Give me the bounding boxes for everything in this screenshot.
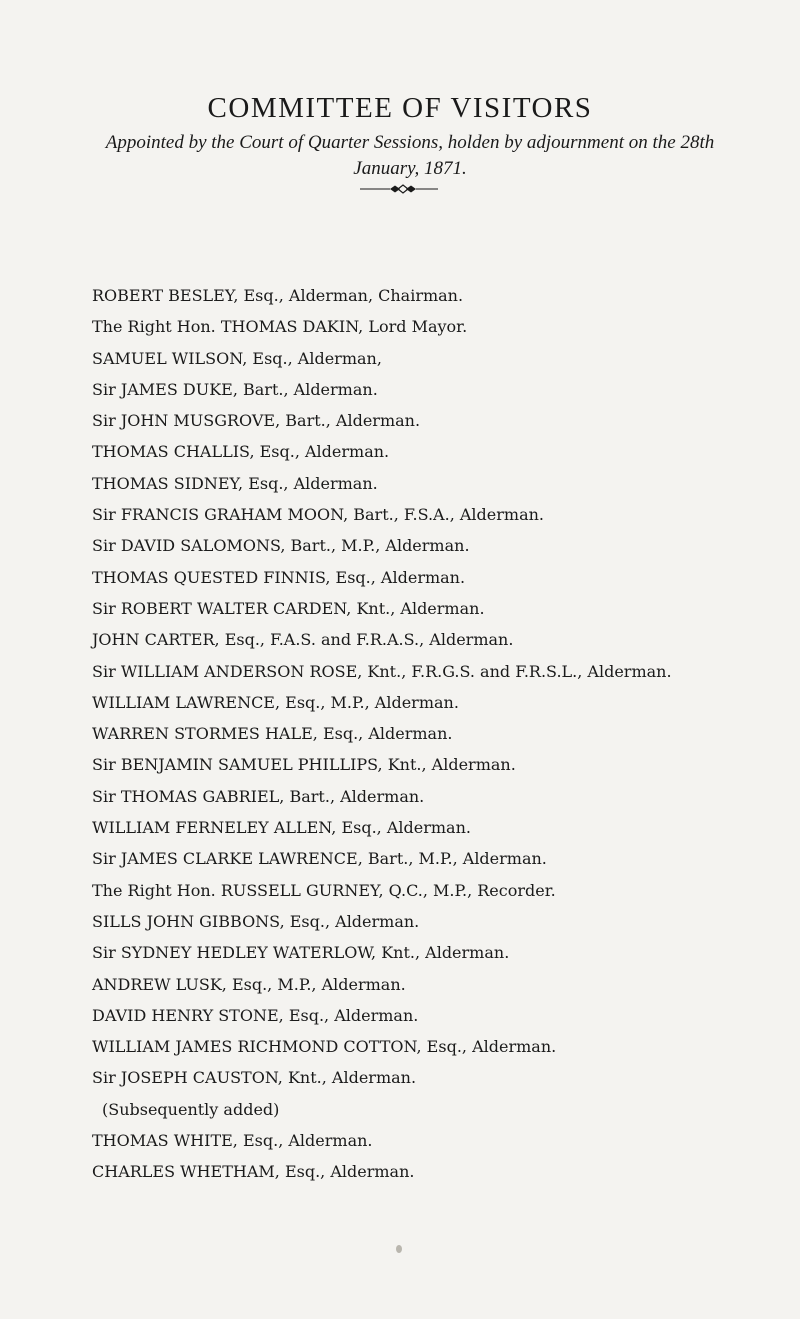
list-item: Sir SYDNEY HEDLEY WATERLOW, Knt., Alderman. <box>92 943 510 963</box>
list-item: WARREN STORMES HALE, Esq., Alderman. <box>92 724 453 744</box>
list-item: The Right Hon. RUSSELL GURNEY, Q.C., M.P., Recorder. <box>92 880 556 900</box>
page-title: COMMITTEE OF VISITORS <box>207 92 593 124</box>
list-item: THOMAS QUESTED FINNIS, Esq., Alderman. <box>92 567 466 587</box>
list-item: Sir WILLIAM ANDERSON ROSE, Knt., F.R.G.S. and F.R.S.L., Alderman. <box>92 661 672 681</box>
list-item: THOMAS CHALLIS, Esq., Alderman. <box>92 442 390 462</box>
list-item: Sir BENJAMIN SAMUEL PHILLIPS, Knt., Alderman. <box>92 755 516 775</box>
list-item: ROBERT BESLEY, Esq., Alderman, Chairman. <box>92 286 464 305</box>
list-item: DAVID HENRY STONE, Esq., Alderman. <box>92 1005 419 1025</box>
list-item: CHARLES WHETHAM, Esq., Alderman. <box>92 1162 415 1182</box>
list-item: Sir ROBERT WALTER CARDEN, Knt., Alderman. <box>92 598 485 618</box>
list-item: Sir JOHN MUSGROVE, Bart., Alderman. <box>92 411 421 431</box>
appointment-subtitle: Appointed by the Court of Quarter Sessions, holden by adjournment on the 28th January, 1871. <box>105 132 715 179</box>
list-item: ANDREW LUSK, Esq., M.P., Alderman. <box>92 974 406 994</box>
paper-speck <box>396 1245 402 1253</box>
list-item: Sir THOMAS GABRIEL, Bart., Alderman. <box>92 786 425 806</box>
list-item: Sir JAMES DUKE, Bart., Alderman. <box>92 379 378 399</box>
list-item: THOMAS WHITE, Esq., Alderman. <box>92 1131 373 1151</box>
committee-roster <box>92 280 672 1188</box>
list-item: Sir JAMES CLARKE LAWRENCE, Bart., M.P., Alderman. <box>92 849 547 869</box>
list-item: WILLIAM LAWRENCE, Esq., M.P., Alderman. <box>92 692 459 712</box>
list-item: SAMUEL WILSON, Esq., Alderman, <box>92 348 382 368</box>
list-item: THOMAS SIDNEY, Esq., Alderman. <box>92 473 378 493</box>
list-item: JOHN CARTER, Esq., F.A.S. and F.R.A.S., Alderman. <box>92 630 514 650</box>
list-item: SILLS JOHN GIBBONS, Esq., Alderman. <box>92 911 420 931</box>
divider-ornament <box>360 183 438 195</box>
list-item: Sir FRANCIS GRAHAM MOON, Bart., F.S.A., Alderman. <box>92 505 544 525</box>
list-item: Sir JOSEPH CAUSTON, Knt., Alderman. <box>92 1068 417 1088</box>
subsequently-added-note: (Subsequently added) <box>102 1099 280 1119</box>
list-item: WILLIAM FERNELEY ALLEN, Esq., Alderman. <box>92 818 471 838</box>
list-item: WILLIAM JAMES RICHMOND COTTON, Esq., Alderman. <box>92 1037 557 1057</box>
list-item: Sir DAVID SALOMONS, Bart., M.P., Alderman. <box>92 536 470 556</box>
list-item: The Right Hon. THOMAS DAKIN, Lord Mayor. <box>92 317 468 337</box>
